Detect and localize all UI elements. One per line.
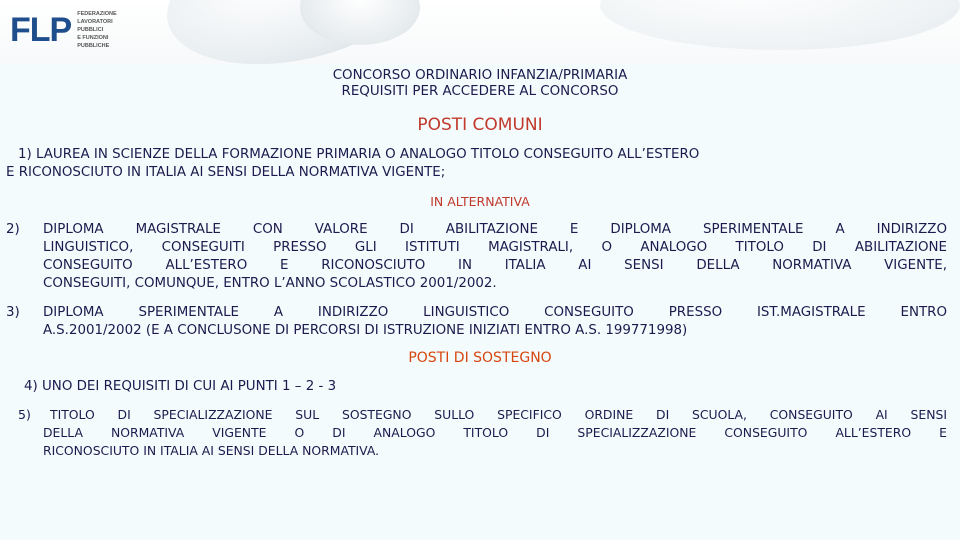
requirement-3-number: 3) [6, 305, 20, 320]
section-title-posti-comuni: POSTI COMUNI [417, 115, 543, 135]
header-band [0, 0, 960, 64]
alternative-label: IN ALTERNATIVA [430, 194, 530, 209]
section-title-posti-sostegno: POSTI DI SOSTEGNO [408, 350, 552, 366]
requirement-5-number: 5) [18, 407, 31, 422]
logo-mark: FLP [10, 11, 72, 49]
flp-logo [10, 10, 137, 50]
page-subtitle: REQUISITI PER ACCEDERE AL CONCORSO [341, 84, 619, 99]
requirement-2-line-4: CONSEGUITI, COMUNQUE, ENTRO L’ANNO SCOLASTICO 2001/2002. [43, 276, 497, 291]
requirement-5-line-3: RICONOSCIUTO IN ITALIA AI SENSI DELLA NORMATIVA. [43, 443, 380, 458]
requirement-3-line-1: DIPLOMA SPERIMENTALE A INDIRIZZO LINGUISTICO CONSEGUITO PRESSO IST.MAGISTRALE ENTRO [43, 305, 947, 320]
page-title: CONCORSO ORDINARIO INFANZIA/PRIMARIA [332, 68, 628, 83]
requirement-3-line-2: A.S.2001/2002 (E A CONCLUSONE DI PERCORSI DI ISTRUZIONE INIZIATI ENTRO A.S. 199771998) [43, 323, 688, 338]
requirement-2-number: 2) [6, 222, 20, 237]
requirement-1-line-2: E RICONOSCIUTO IN ITALIA AI SENSI DELLA NORMATIVA VIGENTE; [6, 165, 446, 180]
requirement-4: 4) UNO DEI REQUISITI DI CUI AI PUNTI 1 – 2 - 3 [24, 379, 337, 394]
requirement-2-line-2: LINGUISTICO, CONSEGUITI PRESSO GLI ISTITUTI MAGISTRALI, O ANALOGO TITOLO DI ABILITAZIONE [43, 240, 947, 255]
requirement-5-line-2: DELLA NORMATIVA VIGENTE O DI ANALOGO TITOLO DI SPECIALIZZAZIONE CONSEGUITO ALL’ESTERO E [43, 425, 947, 440]
requirement-1-line-1: 1) LAUREA IN SCIENZE DELLA FORMAZIONE PRIMARIA O ANALOGO TITOLO CONSEGUITO ALL’ESTERO [18, 147, 700, 162]
requirement-2-line-3: CONSEGUITO ALL’ESTERO E RICONOSCIUTO IN ITALIA AI SENSI DELLA NORMATIVA VIGENTE, [43, 258, 947, 273]
decorative-pill-shape [600, 0, 960, 50]
requirement-2-line-1: DIPLOMA MAGISTRALE CON VALORE DI ABILITAZIONE E DIPLOMA SPERIMENTALE A INDIRIZZO [43, 222, 947, 237]
requirement-5-line-1: TITOLO DI SPECIALIZZAZIONE SUL SOSTEGNO SULLO SPECIFICO ORDINE DI SCUOLA, CONSEGUITO AI SENSI [50, 407, 947, 422]
logo-text: FEDERAZIONE LAVORATORI PUBBLICI E FUNZIONI PUBBLICHE [77, 11, 117, 49]
